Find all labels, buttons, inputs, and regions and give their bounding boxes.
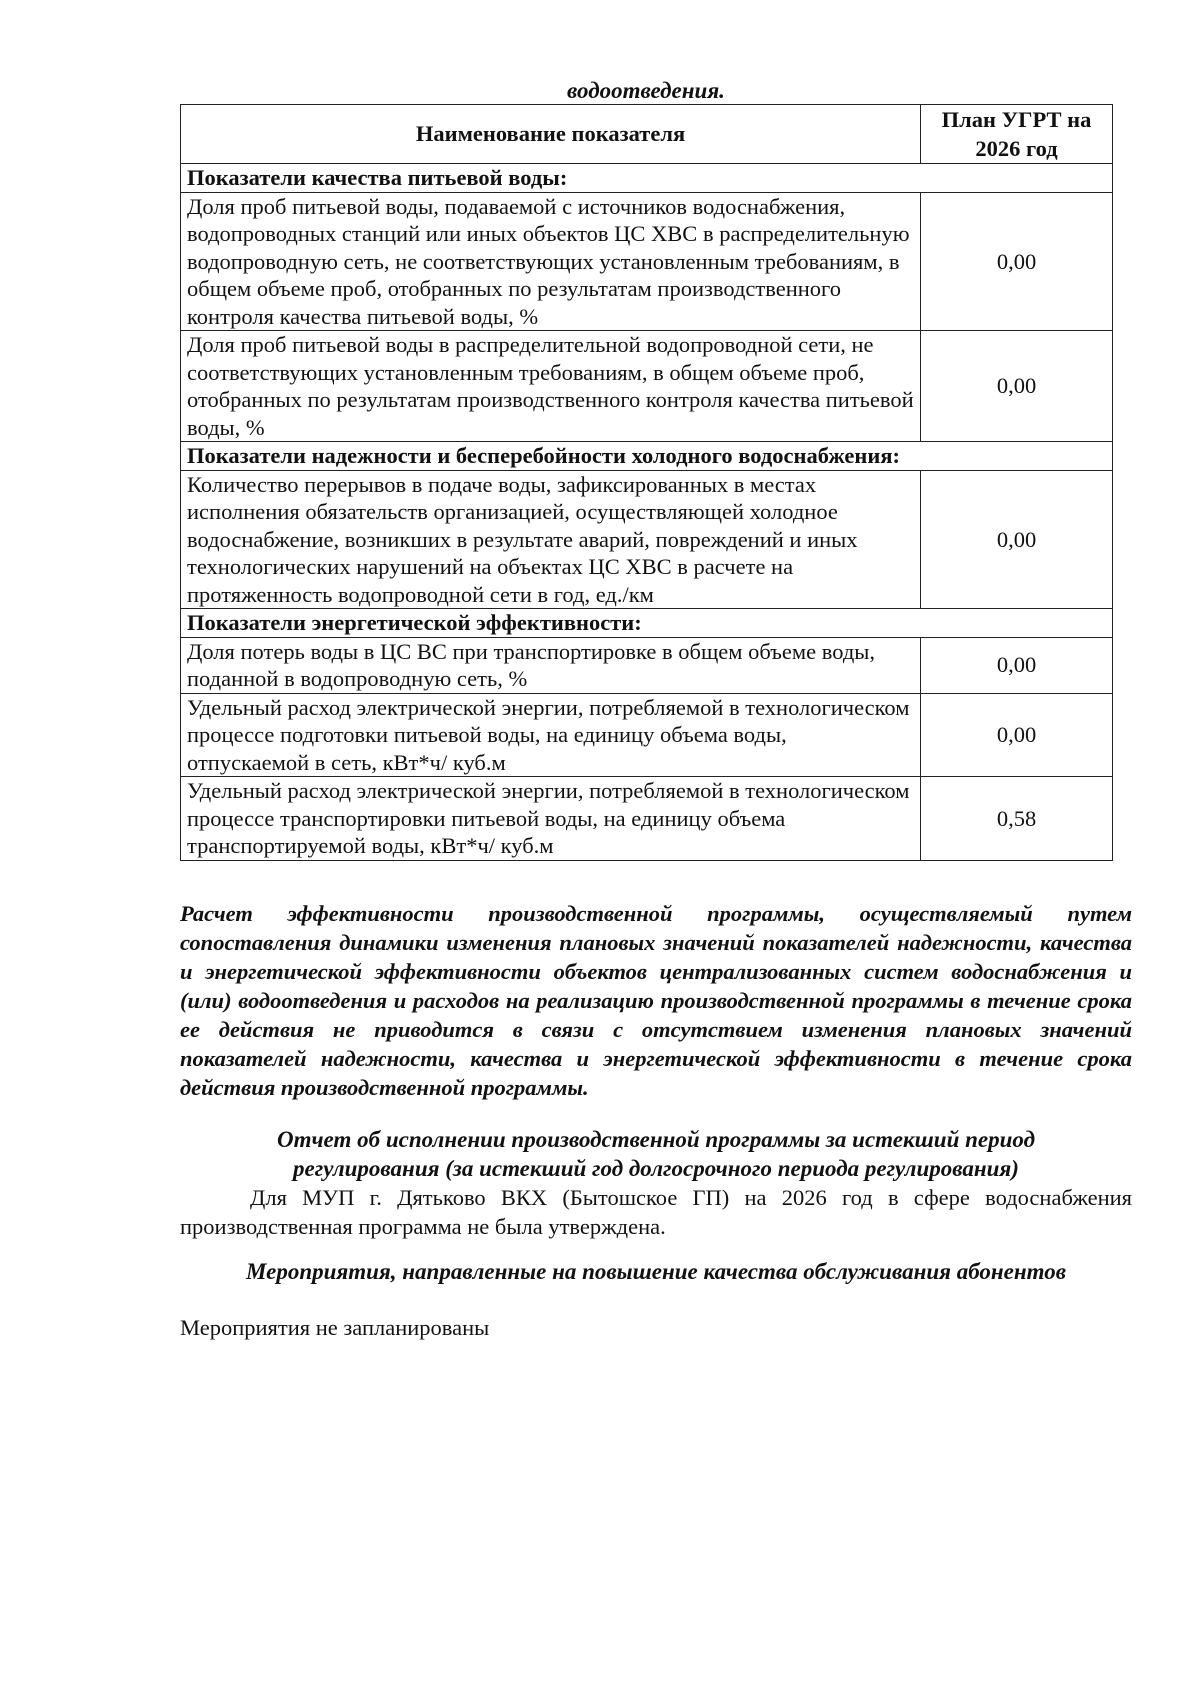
table-row [181,777,1113,861]
table-row [181,470,1113,609]
indicator-name: Количество перерывов в подаче воды, зафиксированных в местах исполнения обязательств организацией, осуществляющей холодное водоснабжение, возникших в результате аварий, повреждений и иных технологических нарушений на объектах ЦС ХВС в расчете на протяженность водопроводной сети в год, ед./км [181,470,921,609]
efficiency-calculation-note: Расчет эффективности производственной программы, осуществляемый путем сопоставления динамики изменения плановых значений показателей надежности, качества и энергетической эффективности объектов централизованных систем водоснабжения и (или) водоотведения и расходов на реализацию производственной программы в течение срока ее действия не приводится в связи с отсутствием изменения плановых значений показателей надежности, качества и энергетической эффективности в течение срока действия производственной программы. [180,901,1132,1100]
measures-heading: Мероприятия, направленные на повышение качества обслуживания абонентов [245,1259,1067,1284]
section-title: Показатели качества питьевой воды: [181,164,1113,193]
table-row [181,637,1113,693]
section-row [181,164,1113,193]
indicator-plan-value: 0,58 [921,777,1113,861]
section-title: Показатели энергетической эффективности: [181,609,1113,638]
indicator-plan-value: 0,00 [921,192,1113,331]
column-header-name: Наименование показателя [181,105,921,164]
indicator-plan-value: 0,00 [921,470,1113,609]
measures-body-text: Мероприятия не запланированы [180,1315,490,1340]
section-row [181,609,1113,638]
table-row [181,331,1113,442]
indicators-table [180,104,1113,861]
report-heading-line-2: регулирования (за истекший год долгосрочного периода регулирования) [293,1156,1019,1181]
indicator-name: Удельный расход электрической энергии, потребляемой в технологическом процессе подготовки питьевой воды, на единицу объема воды, отпускаемой в сеть, кВт*ч/ куб.м [181,693,921,777]
indicator-name: Удельный расход электрической энергии, потребляемой в технологическом процессе транспортировки питьевой воды, на единицу объема транспортируемой воды, кВт*ч/ куб.м [181,777,921,861]
table-row [181,693,1113,777]
indicator-plan-value: 0,00 [921,693,1113,777]
indicator-name: Доля потерь воды в ЦС ВС при транспортировке в общем объеме воды, поданной в водопроводную сеть, % [181,637,921,693]
report-body-text: Для МУП г. Дятьково ВКХ (Бытошское ГП) на 2026 год в сфере водоснабжения производственная программа не была утверждена. [180,1185,1132,1239]
indicator-name: Доля проб питьевой воды, подаваемой с источников водоснабжения, водопроводных станций или иных объектов ЦС ХВС в распределительную водопроводную сеть, не соответствующих установленным требованиям, в общем объеме проб, отобранных по результатам производственного контроля качества питьевой воды, % [181,192,921,331]
table-caption: водоотведения. [567,78,725,103]
column-header-plan: План УГРТ на 2026 год [921,105,1113,164]
report-heading-line-1: Отчет об исполнении производственной программы за истекший период [276,1127,1036,1152]
table-row [181,192,1113,331]
indicator-plan-value: 0,00 [921,331,1113,442]
indicator-plan-value: 0,00 [921,637,1113,693]
table-header-row [181,105,1113,164]
report-heading [180,1125,1132,1183]
indicator-name: Доля проб питьевой воды в распределительной водопроводной сети, не соответствующих установленным требованиям, в общем объеме проб, отобранных по результатам производственного контроля качества питьевой воды, % [181,331,921,442]
section-row [181,442,1113,471]
section-title: Показатели надежности и бесперебойности холодного водоснабжения: [181,442,1113,471]
